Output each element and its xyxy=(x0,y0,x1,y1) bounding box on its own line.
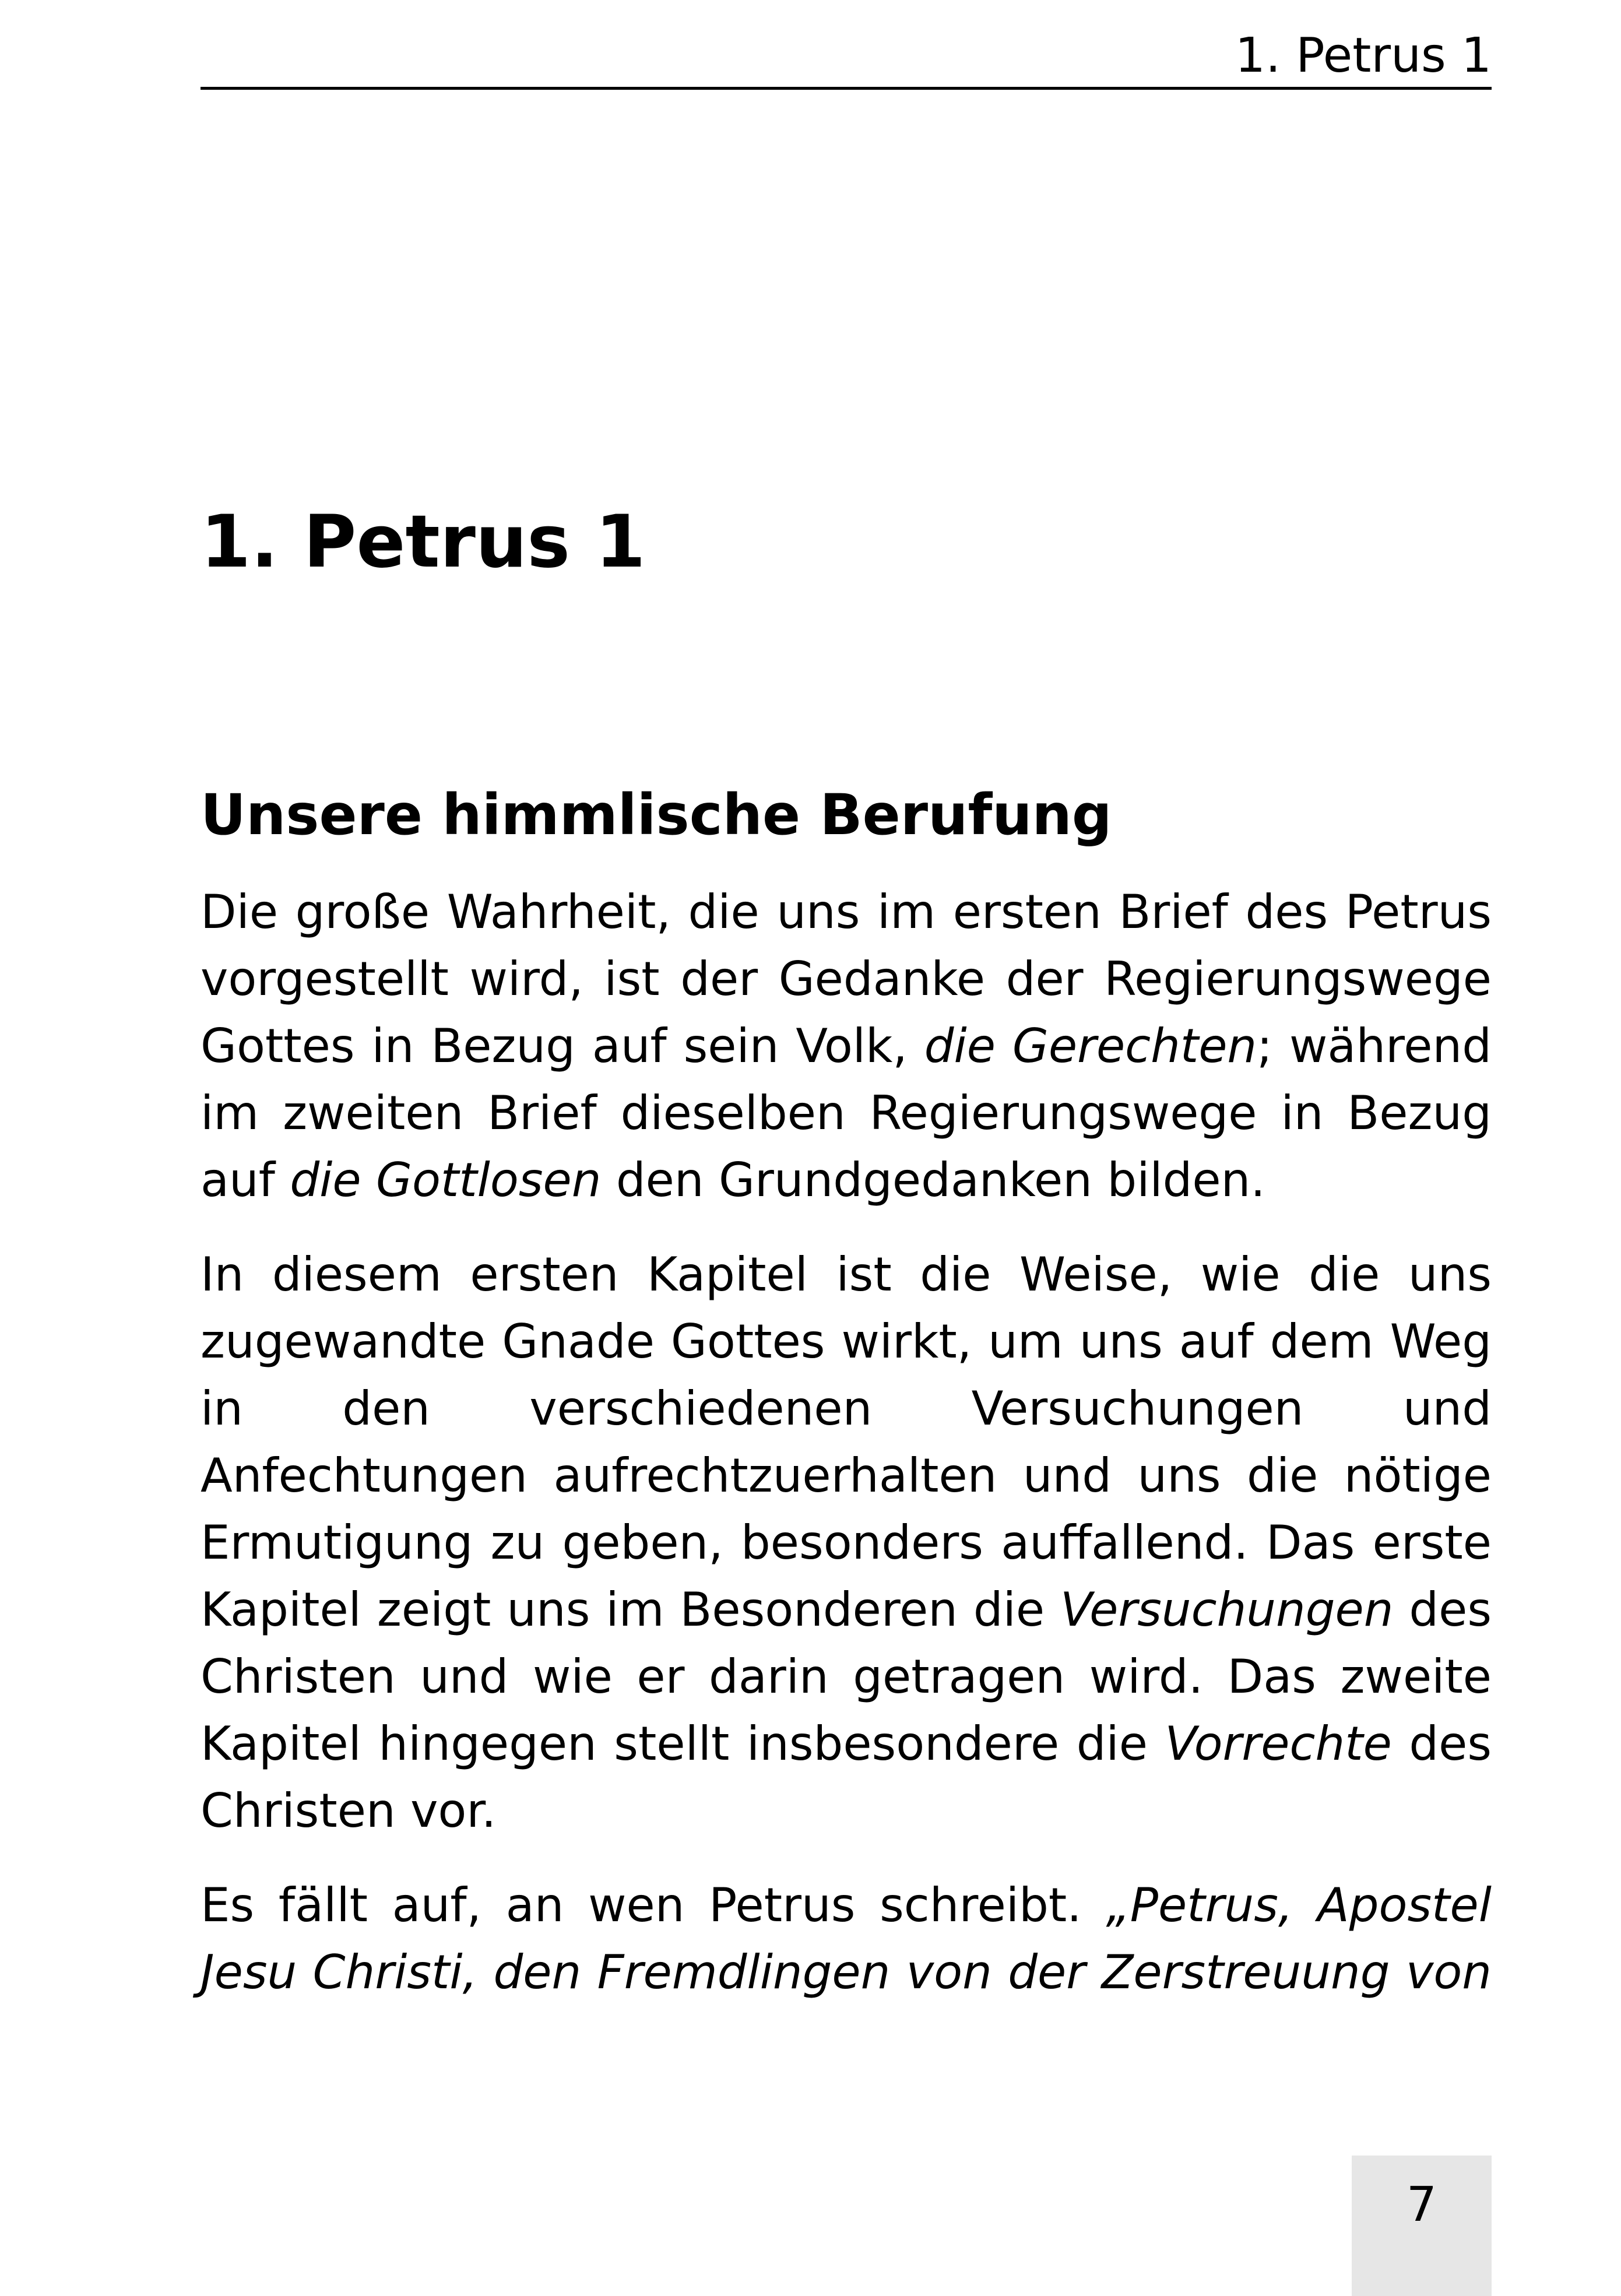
paragraph-2-text-2: des Christen und wie er darin getragen wird. Das zweite Kapitel hingegen stellt insbesondere die xyxy=(201,1583,1492,1771)
paragraph-2-emphasis-2: Vorrechte xyxy=(1165,1717,1392,1771)
paragraph-1-emphasis-2: die Gottlosen xyxy=(290,1153,602,1207)
paragraph-3-emphasis-1: „Petrus, Apostel Jesu Christi, den Fremdlingen von der Zerstreuung von xyxy=(201,1878,1492,1999)
paragraph-2-emphasis-1: Versuchungen xyxy=(1060,1583,1394,1637)
paragraph-1-text-2: ; während im zweiten Brief dieselben Regierungswege in Bezug auf xyxy=(201,1019,1492,1207)
running-header-title: 1. Petrus 1 xyxy=(1235,28,1492,83)
paragraph-1 xyxy=(201,878,1492,1214)
paragraph-3 xyxy=(201,1872,1492,2006)
chapter-title: 1. Petrus 1 xyxy=(201,500,646,584)
paragraph-2-text-3: des Christen vor. xyxy=(201,1717,1492,1838)
section-title: Unsere himmlische Berufung xyxy=(201,782,1112,848)
paragraph-1-text-3: den Grundgedanken bilden. xyxy=(601,1153,1265,1207)
paragraph-2 xyxy=(201,1241,1492,1844)
paragraph-2-text-1: In diesem ersten Kapitel ist die Weise, wie die uns zugewandte Gnade Gottes wirkt, um uns auf dem Weg in den verschiedenen Versuchungen und Anfechtungen aufrechtzuerhalten und uns die nötige Ermutigung zu geben, besonders auffallend. Das erste Kapitel zeigt uns im Besonderen die xyxy=(201,1247,1492,1637)
page-number: 7 xyxy=(1352,2156,1492,2296)
body-text xyxy=(201,878,1492,2033)
running-header xyxy=(201,23,1492,90)
paragraph-1-text-1: Die große Wahrheit, die uns im ersten Brief des Petrus vorgestellt wird, ist der Gedanke der Regierungswege Gottes in Bezug auf sein Volk, xyxy=(201,885,1492,1073)
paragraph-1-emphasis-1: die Gerechten xyxy=(924,1019,1257,1073)
paragraph-3-text-1: Es fällt auf, an wen Petrus schreibt. xyxy=(201,1878,1106,1932)
